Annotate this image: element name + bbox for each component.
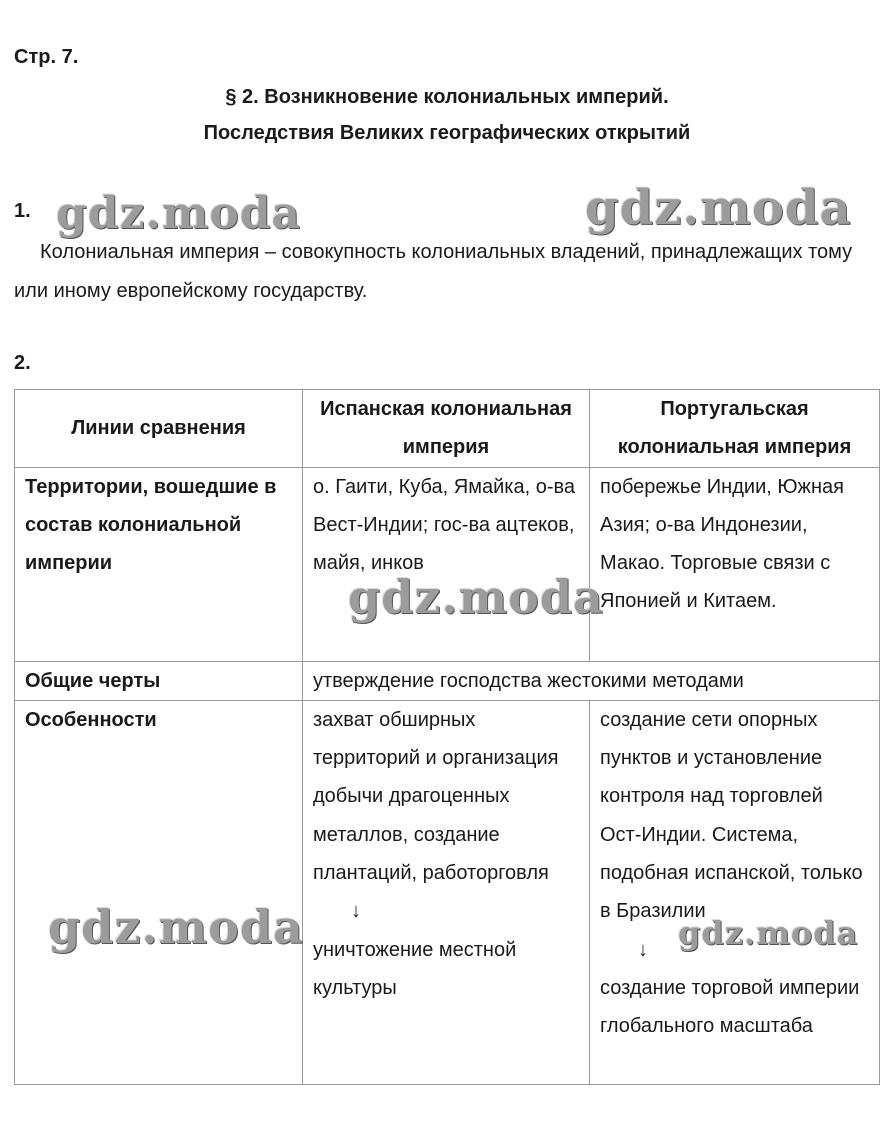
task-1-definition: Колониальная империя – совокупность колониальных владений, принадлежащих тому или иному европейскому государству. <box>14 241 853 302</box>
watermark-logo: gdz.moda <box>585 180 852 236</box>
watermark-logo: gdz.moda <box>48 900 304 954</box>
portugal-territories: побережье Индии, Южная Азия; о-ва Индонезии, Макао. Торговые связи с Японией и Китаем. <box>590 467 880 661</box>
portugal-features <box>590 700 880 1084</box>
common-features: утверждение господства жестокими методами <box>303 661 880 700</box>
watermark-logo: gdz.moda <box>348 570 604 624</box>
spain-features-result: уничтожение местной культуры <box>313 938 517 999</box>
row-label-territories: Территории, вошедшие в состав колониальной империи <box>15 467 303 661</box>
spain-features-main: захват обширных территорий и организация добычи драгоценных металлов, создание плантаций, работорговля <box>313 708 559 885</box>
table-row-common <box>15 661 880 700</box>
header-spain: Испанская колониальная империя <box>303 390 590 468</box>
comparison-table <box>14 389 880 1085</box>
page-reference: Стр. 7. <box>14 46 79 68</box>
header-criteria: Линии сравнения <box>15 390 303 468</box>
section-title: § 2. Возникновение колониальных империй. <box>225 86 669 108</box>
task-2-number: 2. <box>14 352 31 374</box>
spain-territories: о. Гаити, Куба, Ямайка, о-ва Вест-Индии; гос-ва ацтеков, майя, инков <box>303 467 590 661</box>
table-row-territories <box>15 467 880 661</box>
portugal-features-result: создание торговой империи глобального масштаба <box>600 976 860 1038</box>
row-label-common: Общие черты <box>15 661 303 700</box>
spain-down-arrow-icon: ↓ <box>351 900 361 923</box>
table-row-features <box>15 700 880 1084</box>
watermark-logo: gdz.moda <box>56 188 302 239</box>
header-portugal: Португальская колониальная империя <box>590 390 880 468</box>
portugal-features-main: создание сети опорных пунктов и установление контроля над торговлей Ост-Индии. Система, подобная испанской, только в Бразилии <box>600 708 863 923</box>
spain-features <box>303 700 590 1084</box>
row-label-features: Особенности <box>15 700 303 1084</box>
portugal-down-arrow-icon: ↓ <box>638 938 648 961</box>
section-subtitle: Последствия Великих географических открытий <box>203 122 691 144</box>
table-header-row <box>15 390 880 468</box>
task-1-number: 1. <box>14 200 31 222</box>
watermark-logo: gdz.moda <box>678 914 859 952</box>
